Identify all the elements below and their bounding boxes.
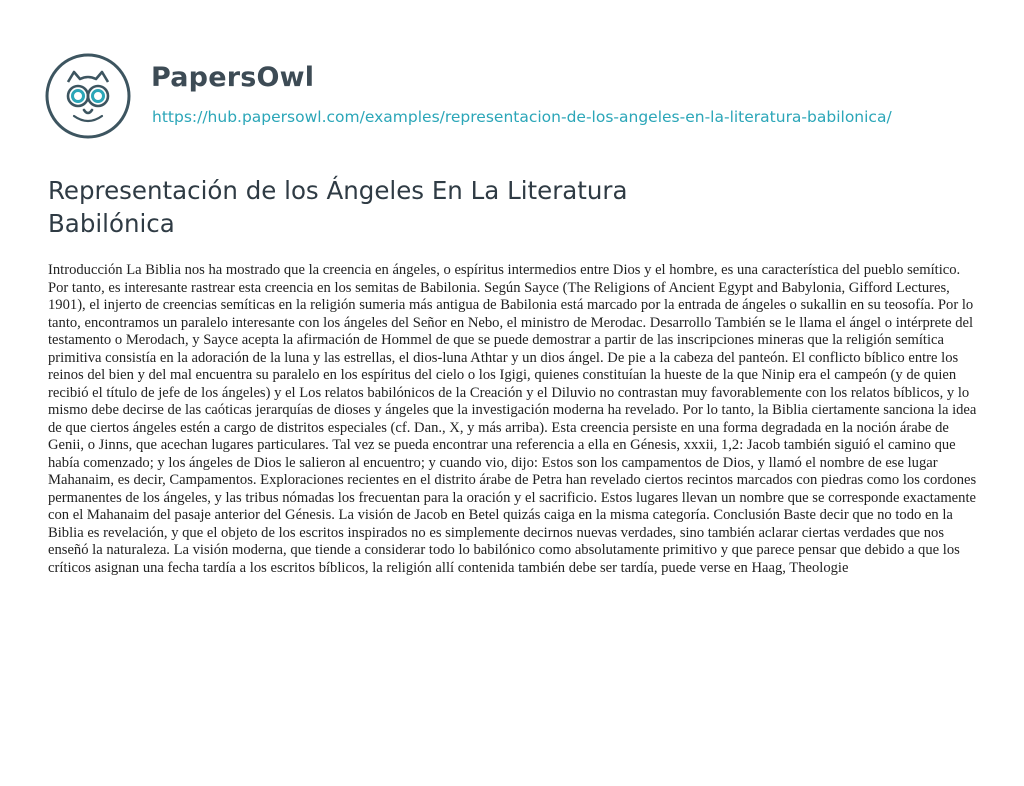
site-header <box>44 52 1004 162</box>
document-body: Introducción La Biblia nos ha mostrado que la creencia en ángeles, o espíritus intermedios entre Dios y el hombre, es una característica del pueblo semítico. Por tanto, es interesante rastrear esta creencia en los semitas de Babilonia. Según Sayce (The Religions of Ancient Egypt and Babylonia, Gifford Lectures, 1901), el injerto de creencias semíticas en la religión sumeria más antigua de Babilonia está marcado por la entrada de ángeles o sukallin en su teosofía. Por lo tanto, encontramos un paralelo interesante con los ángeles del Señor en Nebo, el ministro de Merodac. Desarrollo También se le llama el ángel o intérprete del testamento o Merodach, y Sayce acepta la afirmación de Hommel de que se puede demostrar a partir de las inscripciones mineras que la religión semítica primitiva consistía en la adoración de la luna y las estrellas, el dios-luna Athtar y un dios ángel. De pie a la cabeza del panteón. El conflicto bíblico entre los reinos del bien y del mal encuentra su paralelo en los espíritus del cielo o los Igigi, quienes constituían la hueste de la que Ninip era el campeón (y de quien recibió el título de jefe de los ángeles) y el Los relatos babilónicos de la Creación y el Diluvio no contrastan muy favorablemente con los relatos bíblicos, y lo mismo debe decirse de las caóticas jerarquías de dioses y ángeles que la investigación moderna ha revelado. Por lo tanto, la Biblia ciertamente sanciona la idea de que ciertos ángeles estén a cargo de distritos especiales (cf. Dan., X, y más arriba). Esta creencia persiste en una forma degradada en la noción árabe de Genii, o Jinns, que acechan lugares particulares. Tal vez se pueda encontrar una referencia a ella en Génesis, xxxii, 1,2: Jacob también siguió el camino que había comenzado; y los ángeles de Dios le salieron al encuentro; y cuando vio, dijo: Estos son los campamentos de Dios, y llamó el nombre de ese lugar Mahanaim, es decir, Campamentos. Exploraciones recientes en el distrito árabe de Petra han revelado ciertos recintos marcados con piedras como los cordones permanentes de los ángeles, y las tribus nómadas los frecuentan para la oración y el sacrificio. Estos lugares llevan un nombre que se corresponde exactamente con el Mahanaim del pasaje anterior del Génesis. La visión de Jacob en Betel quizás caiga en la misma categoría. Conclusión Baste decir que no todo en la Biblia es revelación, y que el objeto de los escritos inspirados no es simplemente decirnos nuevas verdades, sino también aclarar ciertas verdades que nos enseñó la naturaleza. La visión moderna, que tiende a considerar todo lo babilónico como absolutamente primitivo y que parece pensar que debido a que los críticos asignan una fecha tardía a los escritos bíblicos, la religión allí contenida también debe ser tardía, puede verse en Haag, Theologie <box>48 262 977 576</box>
owl-logo-icon[interactable] <box>44 52 132 140</box>
document-title: Representación de los Ángeles En La Literatura Babilónica <box>48 176 628 238</box>
brand-name: PapersOwl <box>151 62 315 93</box>
source-url-link[interactable]: https://hub.papersowl.com/examples/representacion-de-los-angeles-en-la-literatura-babilonica/ <box>152 108 892 126</box>
